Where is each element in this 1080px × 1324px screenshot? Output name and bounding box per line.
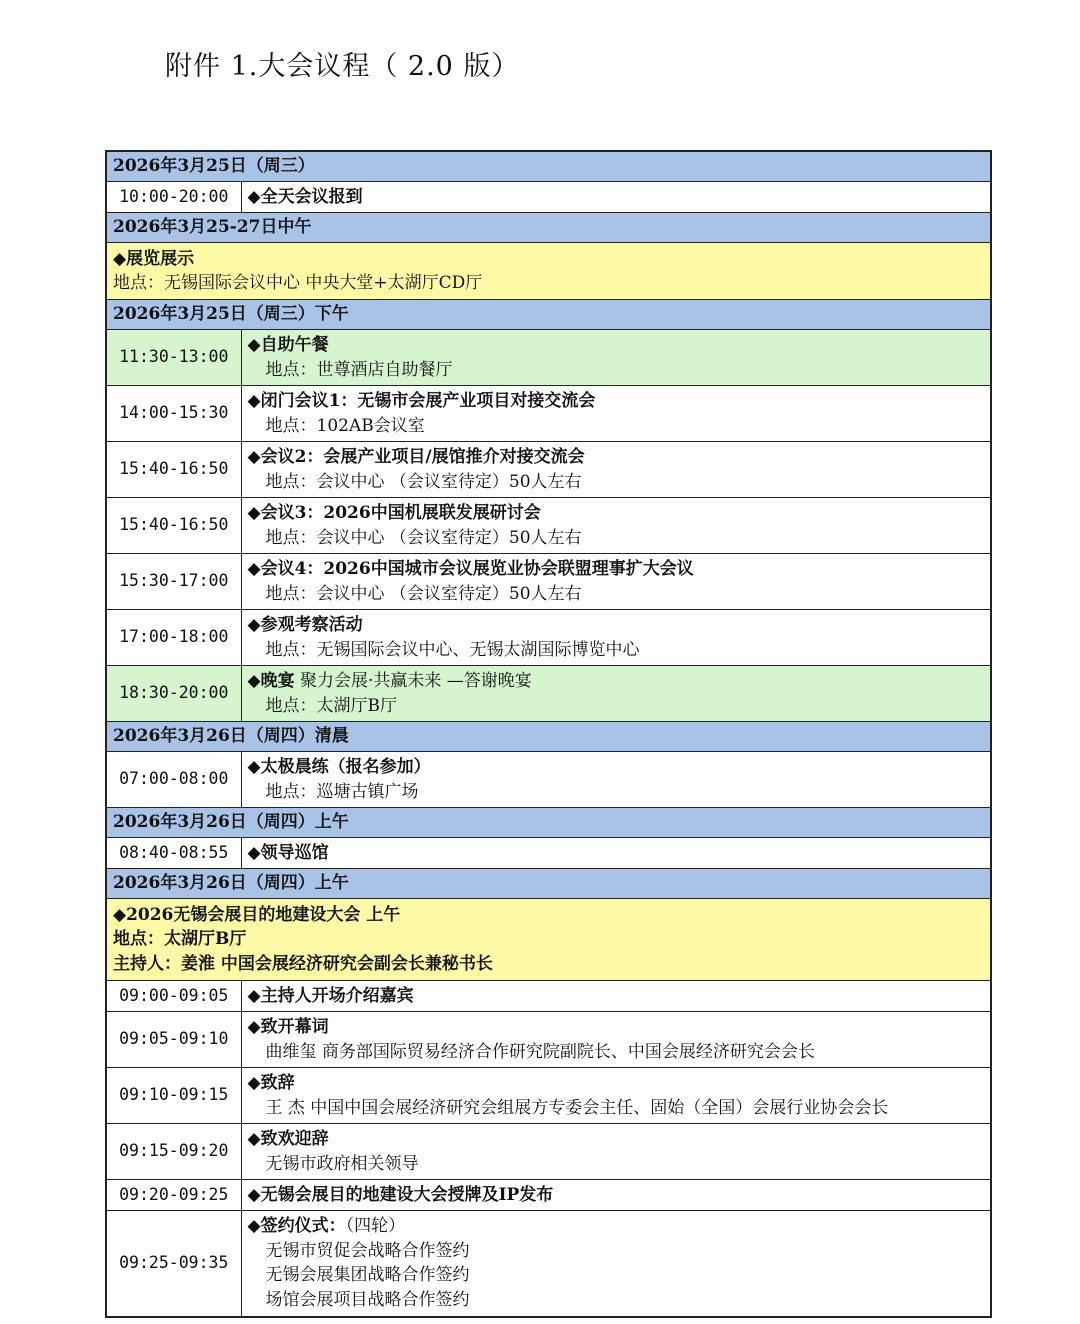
agenda-row — [106, 1180, 991, 1211]
event-title-line — [248, 1127, 985, 1152]
time-cell: 09:20-09:25 — [106, 1180, 241, 1211]
highlight-row — [106, 899, 991, 981]
time-cell: 15:40-16:50 — [106, 442, 241, 498]
event-title-extra: （四轮） — [345, 1216, 406, 1237]
highlight-title: ◆2026无锡会展目的地建设大会 上午 — [113, 904, 401, 925]
event-title-line — [248, 1214, 985, 1239]
event-cell — [241, 1068, 991, 1124]
highlight-cell — [106, 899, 991, 981]
event-cell — [241, 666, 991, 722]
event-detail: 曲维玺 商务部国际贸易经济合作研究院副院长、中国会展经济研究会会长 — [265, 1041, 815, 1062]
event-title: ◆自助午餐 — [247, 335, 329, 355]
time-cell: 09:05-09:10 — [106, 1012, 241, 1068]
event-title-line — [248, 755, 985, 780]
event-cell — [241, 386, 991, 442]
event-cell — [241, 554, 991, 610]
highlight-line: 地点：太湖厅B厅 — [113, 929, 247, 950]
event-detail: 地点：会议中心 （会议室待定）50人左右 — [265, 527, 582, 548]
event-title: ◆全天会议报到 — [247, 186, 363, 207]
event-detail: 地点：102AB会议室 — [265, 415, 425, 436]
time-cell: 08:40-08:55 — [106, 838, 241, 869]
event-title: ◆无锡会展目的地建设大会授牌及IP发布 — [247, 1184, 554, 1205]
section-header: 2026年3月26日（周四）上午 — [106, 808, 991, 838]
event-cell — [241, 498, 991, 554]
highlight-title: ◆展览展示 — [113, 248, 195, 269]
agenda-row — [106, 330, 991, 386]
time-cell: 17:00-18:00 — [106, 610, 241, 666]
event-cell — [241, 182, 991, 213]
agenda-row — [106, 981, 991, 1012]
event-detail: 地点：世尊酒店自助餐厅 — [265, 359, 453, 380]
event-detail: 地点：太湖厅B厅 — [265, 695, 397, 716]
event-title-line — [248, 445, 985, 470]
time-cell: 09:10-09:15 — [106, 1068, 241, 1124]
event-title: ◆主持人开场介绍嘉宾 — [247, 985, 414, 1006]
event-detail: 地点：无锡国际会议中心、无锡太湖国际博览中心 — [265, 639, 640, 660]
event-title: ◆闭门会议1：无锡市会展产业项目对接交流会 — [247, 391, 596, 411]
section-header-row — [106, 808, 991, 838]
highlight-line: 主持人：姜淮 中国会展经济研究会副会长兼秘书长 — [113, 953, 493, 974]
event-title-line — [248, 557, 985, 582]
event-title: ◆太极晨练（报名参加） — [247, 757, 431, 777]
event-title-line — [248, 1015, 985, 1040]
event-detail: 地点：会议中心 （会议室待定）50人左右 — [265, 583, 582, 604]
event-title-line — [248, 185, 985, 210]
agenda-row — [106, 1012, 991, 1068]
agenda-row — [106, 386, 991, 442]
section-header-row — [106, 151, 991, 182]
event-cell — [241, 752, 991, 808]
highlight-line: 地点：无锡国际会议中心 中央大堂+太湖厅CD厅 — [113, 273, 483, 293]
event-title: ◆晚宴 — [247, 671, 295, 691]
agenda-row — [106, 1124, 991, 1180]
event-title-line — [248, 1071, 985, 1096]
time-cell: 15:40-16:50 — [106, 498, 241, 554]
event-title: ◆致欢迎辞 — [247, 1129, 329, 1149]
event-title: ◆参观考察活动 — [247, 615, 363, 635]
highlight-row — [106, 243, 991, 300]
event-detail: 无锡会展集团战略合作签约 — [265, 1265, 470, 1286]
time-cell: 07:00-08:00 — [106, 752, 241, 808]
time-cell: 10:00-20:00 — [106, 182, 241, 213]
event-title: ◆会议3：2026中国机展联发展研讨会 — [247, 503, 541, 523]
event-detail: 地点：巡塘古镇广场 — [265, 781, 419, 802]
section-header: 2026年3月26日（周四）清晨 — [106, 722, 991, 752]
agenda-body — [106, 151, 991, 1317]
section-header-row — [106, 869, 991, 899]
event-cell — [241, 1012, 991, 1068]
event-title-line — [248, 613, 985, 638]
time-cell: 09:00-09:05 — [106, 981, 241, 1012]
agenda-row — [106, 752, 991, 808]
agenda-row — [106, 182, 991, 213]
agenda-row — [106, 610, 991, 666]
event-title: ◆会议4：2026中国城市会议展览业协会联盟理事扩大会议 — [247, 559, 694, 579]
agenda-row — [106, 498, 991, 554]
time-cell: 15:30-17:00 — [106, 554, 241, 610]
section-header: 2026年3月25日（周三） — [106, 151, 991, 182]
section-header-row — [106, 300, 991, 330]
time-cell: 18:30-20:00 — [106, 666, 241, 722]
event-title: ◆致开幕词 — [247, 1017, 329, 1037]
section-header: 2026年3月25日（周三）下午 — [106, 300, 991, 330]
event-title-line — [248, 333, 985, 358]
event-cell — [241, 330, 991, 386]
section-header: 2026年3月26日（周四）上午 — [106, 869, 991, 899]
event-title: ◆领导巡馆 — [247, 842, 329, 863]
event-title-line — [248, 841, 985, 866]
event-cell — [241, 1211, 991, 1317]
agenda-row — [106, 1068, 991, 1124]
agenda-row — [106, 442, 991, 498]
highlight-cell — [106, 243, 991, 300]
event-cell — [241, 1180, 991, 1211]
event-detail: 王 杰 中国中国会展经济研究会组展方专委会主任、固始（全国）会展行业协会会长 — [265, 1097, 889, 1118]
event-title: ◆致辞 — [247, 1073, 295, 1093]
event-cell — [241, 610, 991, 666]
event-title-line — [248, 984, 985, 1009]
event-title: ◆会议2：会展产业项目/展馆推介对接交流会 — [247, 447, 585, 467]
agenda-row — [106, 666, 991, 722]
document-title: 附件 1.大会议程（ 2.0 版） — [165, 51, 520, 82]
time-cell: 09:15-09:20 — [106, 1124, 241, 1180]
event-title-line — [248, 669, 985, 694]
event-title: ◆签约仪式： — [247, 1216, 346, 1237]
agenda-table — [105, 150, 992, 1318]
event-detail: 无锡市贸促会战略合作签约 — [265, 1240, 470, 1261]
event-title-line — [248, 389, 985, 414]
event-title-line — [248, 1183, 985, 1208]
time-cell: 09:25-09:35 — [106, 1211, 241, 1317]
section-header-row — [106, 213, 991, 243]
event-cell — [241, 1124, 991, 1180]
event-title-extra: 聚力会展·共赢未来 —答谢晚宴 — [294, 671, 532, 691]
agenda-row — [106, 838, 991, 869]
section-header: 2026年3月25-27日中午 — [106, 213, 991, 243]
event-cell — [241, 442, 991, 498]
event-cell — [241, 981, 991, 1012]
agenda-row — [106, 1211, 991, 1317]
event-detail: 地点：会议中心 （会议室待定）50人左右 — [265, 471, 582, 492]
time-cell: 14:00-15:30 — [106, 386, 241, 442]
event-detail: 无锡市政府相关领导 — [265, 1153, 419, 1174]
event-title-line — [248, 501, 985, 526]
agenda-row — [106, 554, 991, 610]
event-detail: 场馆会展项目战略合作签约 — [265, 1289, 470, 1310]
section-header-row — [106, 722, 991, 752]
event-cell — [241, 838, 991, 869]
time-cell: 11:30-13:00 — [106, 330, 241, 386]
